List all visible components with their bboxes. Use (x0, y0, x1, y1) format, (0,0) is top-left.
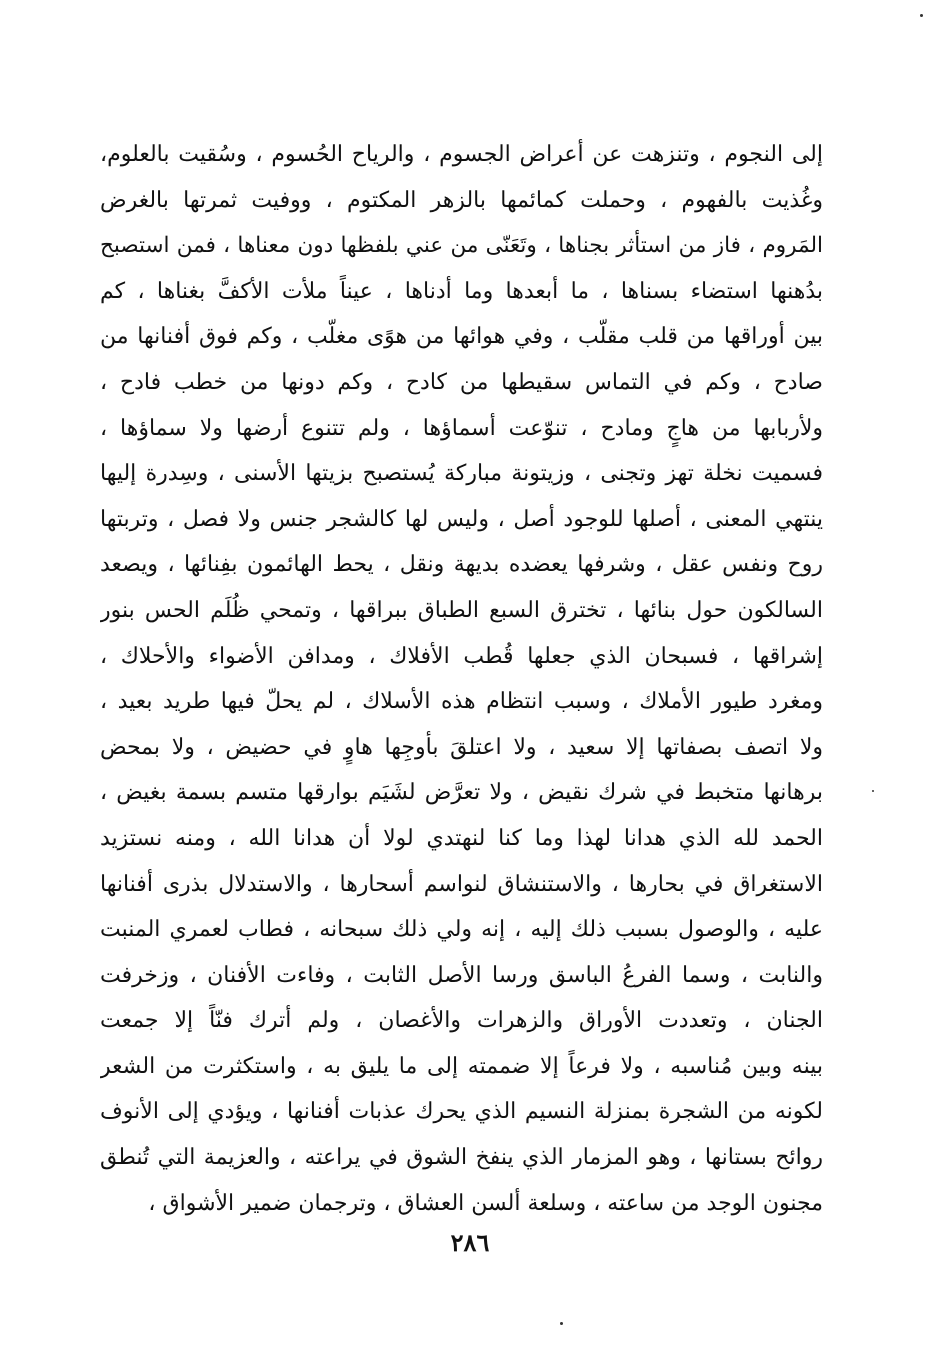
text-line: روح ونفس عقل ، وشرفها يعضده بديهة ونقل ، يحط الهائمون بفِنائها ، ويصعد (100, 552, 823, 578)
text-line: والنابت ، وسما الفرعُ الباسق ورسا الأصل الثابت ، وفاءت الأفنان ، وزخرفت (100, 962, 823, 988)
scan-speck (872, 790, 874, 792)
body-text (100, 132, 823, 1226)
text-line: بدُهنها استضاء بسناها ، ما أبعدها وما أدناها ، عيناً ملأت الأكفَّ بغناها ، كم (100, 278, 823, 304)
text-line: وغُذيت بالفهوم ، وحملت كمائمها بالزهر المكتوم ، ووفيت ثمرتها بالغرض (100, 187, 823, 213)
text-line: فسميت نخلة تهز وتجنى ، وزيتونة مباركة يُستصبح بزيتها الأسنى ، وسِدرة إليها (100, 461, 823, 487)
text-line: بينه وبين مُناسبه ، ولا فرعاً إلا ضممته إلى ما يليق به ، واستكثرت من الشعر (100, 1053, 823, 1079)
text-line: إلى النجوم ، وتنزهت عن أعراض الجسوم ، والرياح الحُسوم ، وسُقيت بالعلوم، (100, 142, 823, 167)
text-line: مجنون الوجد من ساعته ، وسلعة ألسن العشاق ، وترجمان ضمير الأشواق ، (148, 1190, 823, 1216)
text-line: عليه ، والوصول بسبب ذلك إليه ، إنه ولي ذلك سبحانه ، فطاب لعمري المنبت (100, 917, 823, 943)
text-line: ولأربابها من هاجٍ ومادح ، تنوّعت أسماؤها ، ولم تتنوع أرضها ولا سماؤها ، (100, 415, 823, 441)
text-line: لكونه من الشجرة بمنزلة النسيم الذي يحرك عذبات أفنانها ، ويؤدي إلى الأنوف (100, 1099, 823, 1125)
text-line: الجنان ، وتعددت الأوراق والزهرات والأغصان ، ولم أترك فنّاً إلا جمعت (100, 1008, 823, 1034)
text-line: بين أوراقها من قلب مقلّب ، وفي هوائها من هوًى مغلّب ، وكم فوق أفنانها من (100, 324, 823, 350)
text-line: برهانها متخبط في شرك نقيض ، ولا تعرَّض لشَيَم بوارقها متسم بسمة بغيض ، (100, 780, 823, 806)
text-line: ولا اتصف بصفاتها إلا سعيد ، ولا اعتلقَ بأوجِها هاوٍ في حضيض ، ولا بمحض (100, 734, 823, 760)
text-line: المَروم ، فاز من استأثر بجناها ، وتَعَنّى من عني بلفظها دون معناها ، فمن استصبح (100, 233, 823, 259)
text-line: الحمد لله الذي هدانا لهذا وما كنا لنهتدي لولا أن هدانا الله ، ومنه نستزيد (100, 825, 823, 851)
scan-speck (560, 1322, 563, 1325)
page-number: ٢٨٦ (450, 1228, 490, 1257)
text-line: الاستغراق في بحارها ، والاستنشاق لنواسم أسحارها ، والاستدلال بذرى أفنانها (100, 871, 823, 897)
text-line: السالكون حول بنائها ، تخترق السبع الطباق ببراقها ، وتمحي ظُلَم الحس بنور (100, 597, 823, 623)
text-line: روائح بستانها ، وهو المزمار الذي ينفخ الشوق في يراعته ، والعزيمة التي تُنطق (100, 1145, 823, 1171)
text-line: صادح ، وكم في التماس سقيطها من كادح ، وكم دونها من خطب فادح ، (100, 369, 823, 395)
text-line: إشراقها ، فسبحان الذي جعلها قُطب الأفلاك ، ومدافن الأضواء والأحلاك ، (100, 643, 823, 669)
text-line: ينتهي المعنى ، أصلها للوجود أصل ، وليس لها كالشجر جنس ولا فصل ، وتربتها (100, 506, 823, 532)
scan-speck (920, 14, 923, 17)
text-line: ومغرد طيور الأملاك ، وسبب انتظام هذه الأسلاك ، لم يحلّ فيها طريد بعيد ، (100, 689, 823, 715)
